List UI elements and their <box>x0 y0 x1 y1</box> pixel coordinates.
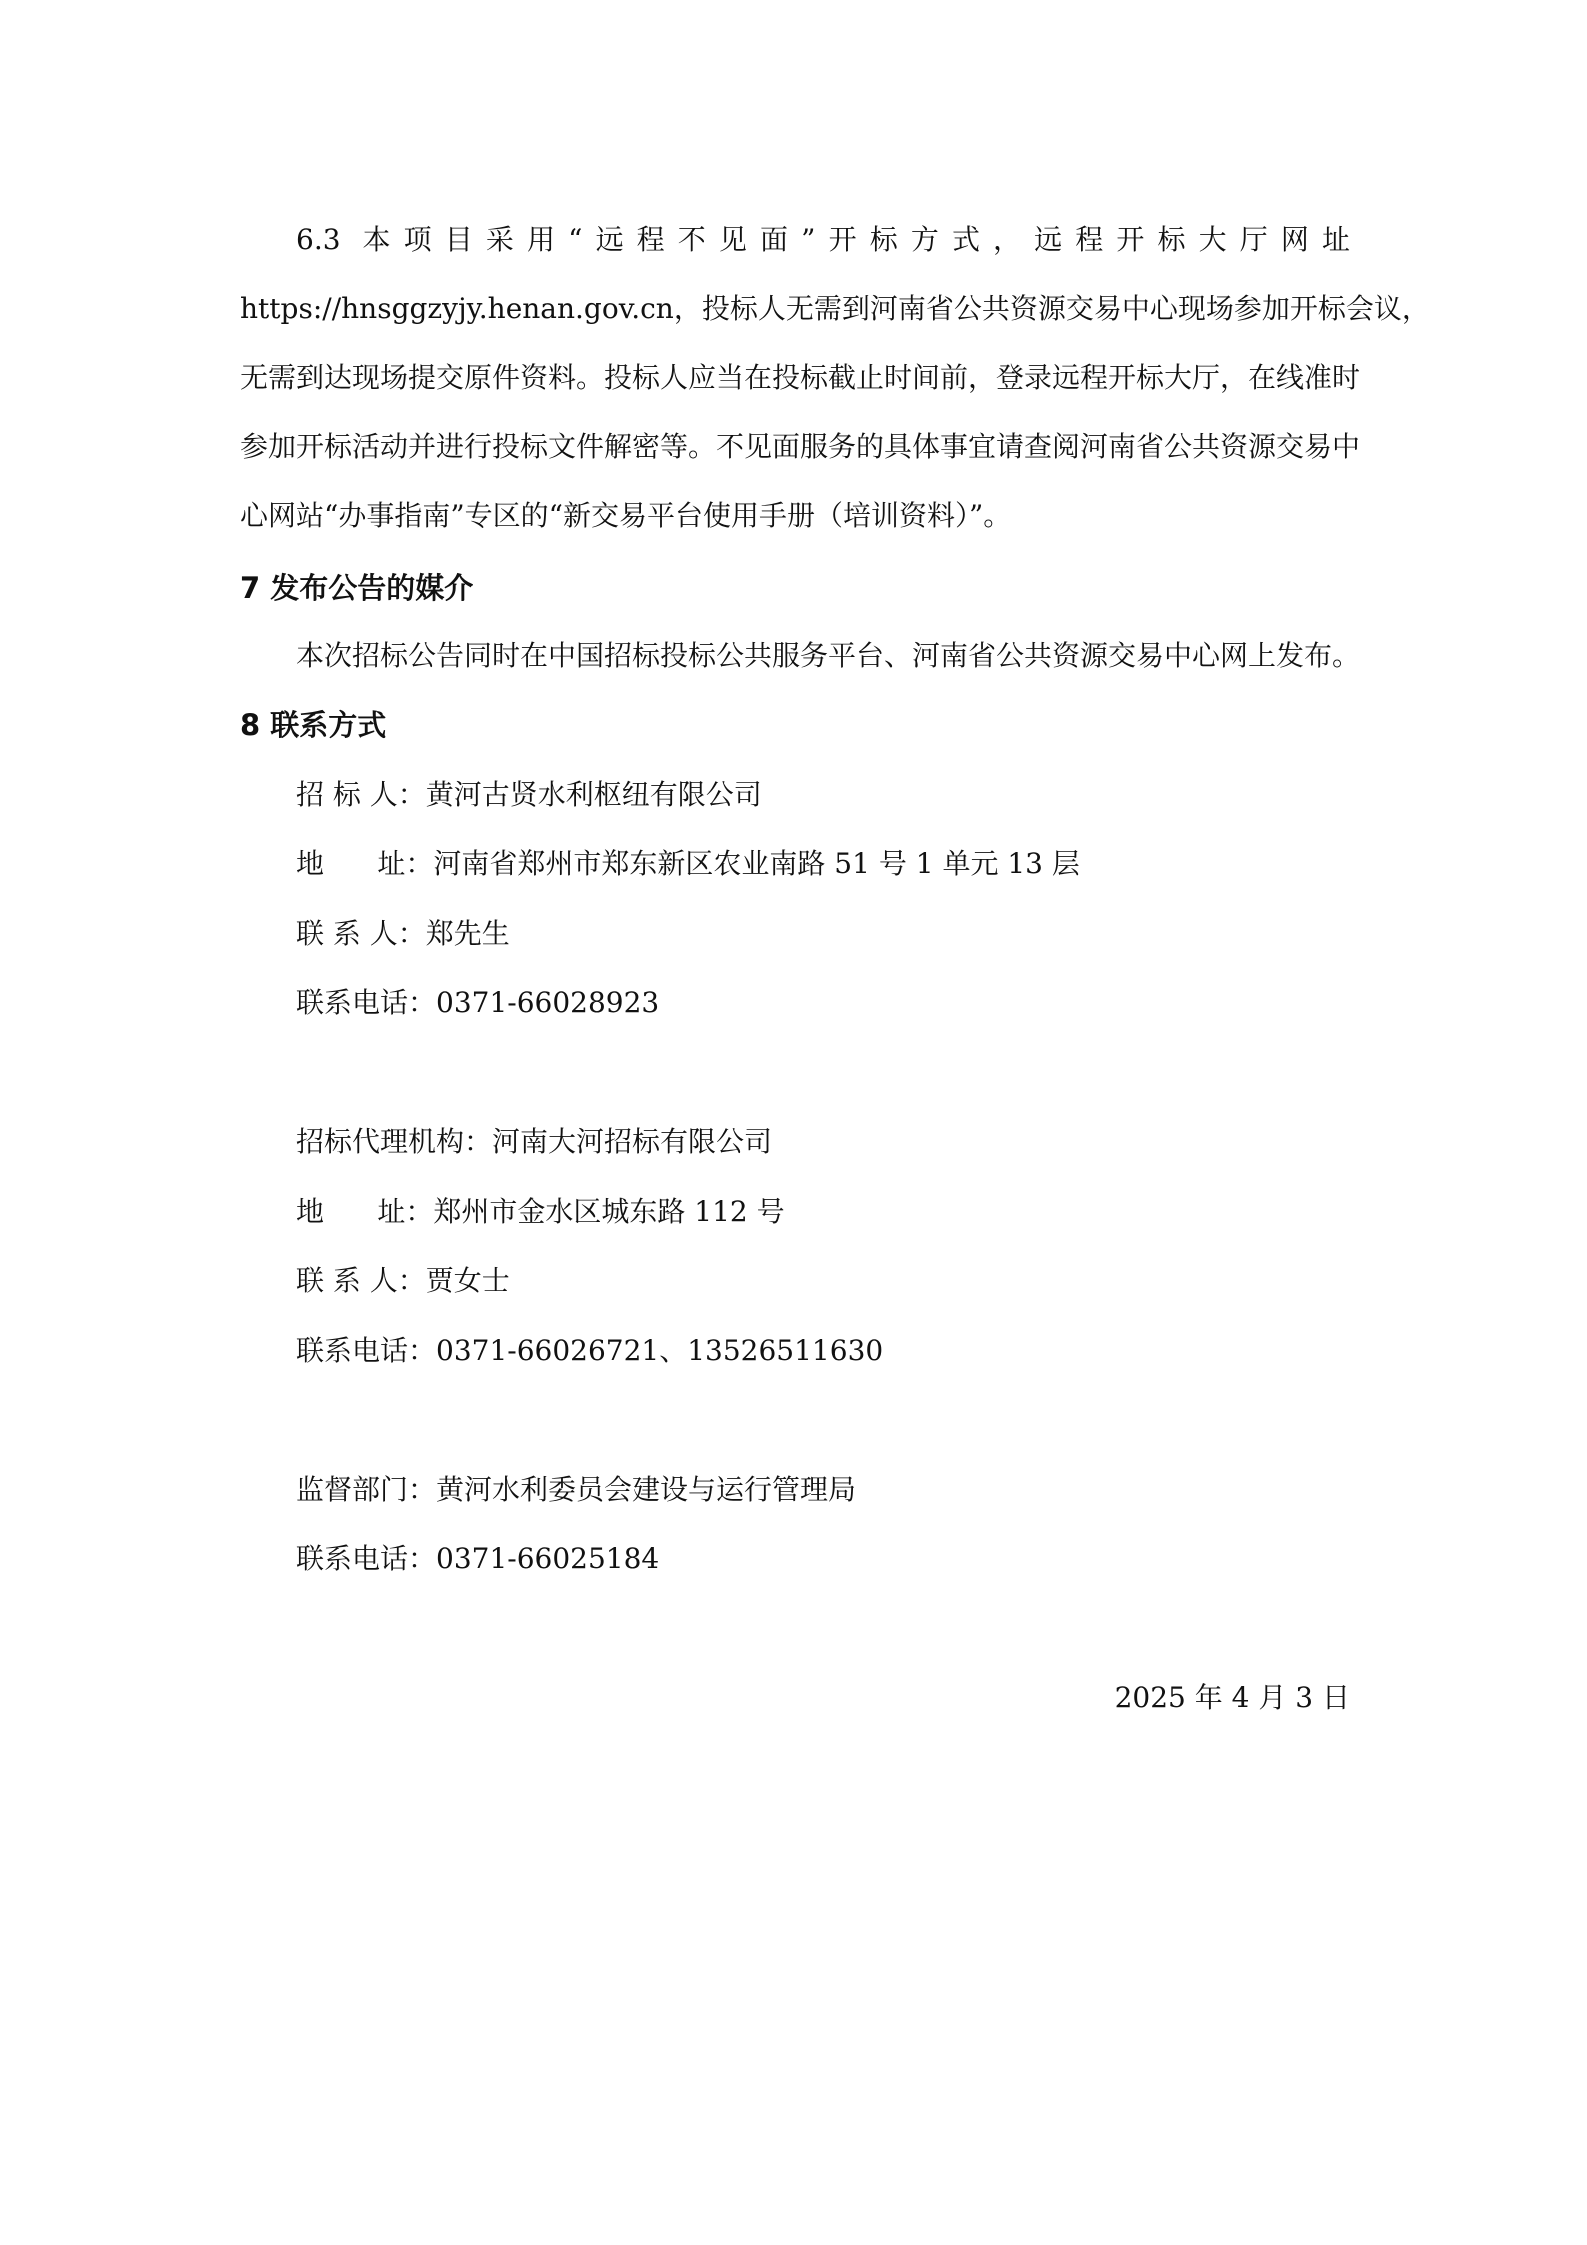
section-6-3-line-3: 无需到达现场提交原件资料。投标人应当在投标截止时间前，登录远程开标大厅，在线准时 <box>240 361 1361 394</box>
section-7-text: 本次招标公告同时在中国招标投标公共服务平台、河南省公共资源交易中心网上发布。 <box>296 639 1361 672</box>
tenderer-phone: 联系电话：0371-66028923 <box>296 986 660 1019</box>
tenderer-contact: 联 系 人：郑先生 <box>296 917 510 950</box>
tenderer-address: 地 址：河南省郑州市郑东新区农业南路 51 号 1 单元 13 层 <box>296 847 1080 880</box>
supervisor-name: 监督部门：黄河水利委员会建设与运行管理局 <box>296 1473 857 1506</box>
tenderer-name: 招 标 人：黄河古贤水利枢纽有限公司 <box>296 778 762 811</box>
agency-address: 地 址：郑州市金水区城东路 112 号 <box>296 1195 785 1228</box>
section-6-3-line-4: 参加开标活动并进行投标文件解密等。不见面服务的具体事宜请查阅河南省公共资源交易中 <box>240 430 1361 463</box>
section-6-3-paragraph <box>240 205 1430 550</box>
section-8-heading: 8 联系方式 <box>240 708 387 742</box>
section-7-heading: 7 发布公告的媒介 <box>240 571 474 605</box>
supervisor-phone: 联系电话：0371-66025184 <box>296 1542 660 1575</box>
section-6-3-line-5: 心网站“办事指南”专区的“新交易平台使用手册（培训资料）”。 <box>240 499 1012 532</box>
section-6-3-line-1: 6.3 本项目采用“远程不见面”开标方式，远程开标大厅网址 <box>296 223 1350 256</box>
agency-name: 招标代理机构：河南大河招标有限公司 <box>296 1125 773 1158</box>
document-date: 2025 年 4 月 3 日 <box>1114 1681 1350 1714</box>
section-6-3-line-2: https://hnsggzyjy.henan.gov.cn，投标人无需到河南省公共资源交易中心现场参加开标会议， <box>240 292 1430 325</box>
agency-phone: 联系电话：0371-66026721、13526511630 <box>296 1334 884 1367</box>
agency-contact: 联 系 人：贾女士 <box>296 1264 510 1297</box>
